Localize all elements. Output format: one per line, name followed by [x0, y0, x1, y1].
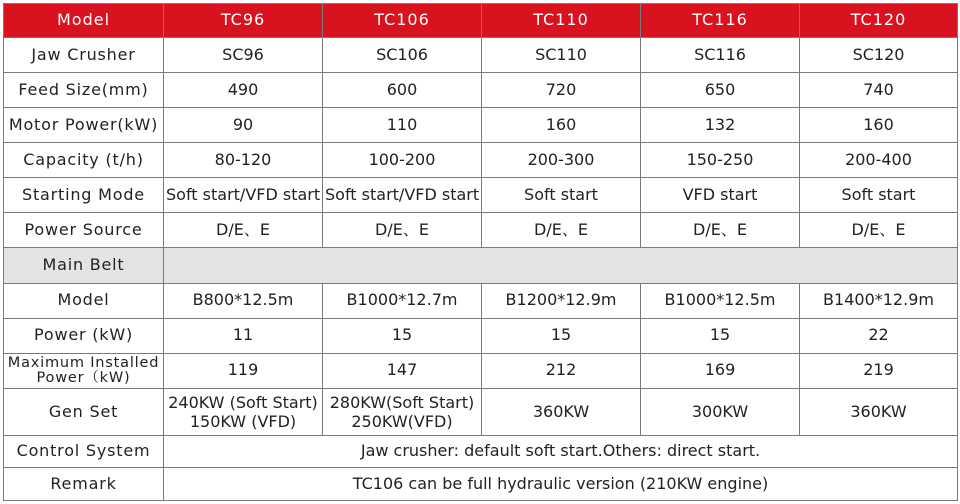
header-model-tc96: TC96: [164, 4, 323, 38]
table-cell: 740: [800, 73, 958, 108]
table-cell: Soft start/VFD start: [164, 178, 323, 213]
table-cell: 147: [323, 353, 482, 388]
table-cell: 200-300: [482, 143, 641, 178]
row-capacity: [4, 143, 958, 178]
table-cell: D/E、E: [641, 213, 800, 248]
row-label: Gen Set: [4, 388, 164, 435]
table-cell: VFD start: [641, 178, 800, 213]
row-label: Motor Power(kW): [4, 108, 164, 143]
table-cell: 160: [482, 108, 641, 143]
table-cell: 132: [641, 108, 800, 143]
table-cell: D/E、E: [323, 213, 482, 248]
table-cell: B800*12.5m: [164, 283, 323, 318]
spec-table: [3, 3, 958, 501]
cell-line-2: 250KW(VFD): [351, 411, 453, 431]
table-cell: B1000*12.7m: [323, 283, 482, 318]
table-cell: SC116: [641, 38, 800, 73]
row-gen-set: [4, 388, 958, 435]
table-cell: Soft start: [482, 178, 641, 213]
table-cell: SC106: [323, 38, 482, 73]
cell-line-1: 280KW(Soft Start): [329, 392, 475, 412]
row-control-system: [4, 435, 958, 467]
table-cell: 650: [641, 73, 800, 108]
section-main-belt: [4, 248, 958, 283]
row-label: Capacity (t/h): [4, 143, 164, 178]
table-cell: 160: [800, 108, 958, 143]
table-cell: SC96: [164, 38, 323, 73]
table-cell: 360KW: [482, 388, 641, 435]
table-cell-merged: Jaw crusher: default soft start.Others: direct start.: [164, 435, 958, 467]
header-model-tc120: TC120: [800, 4, 958, 38]
table-cell: D/E、E: [800, 213, 958, 248]
table-cell: 360KW: [800, 388, 958, 435]
table-cell: 600: [323, 73, 482, 108]
row-jaw-crusher: [4, 38, 958, 73]
row-max-installed-power: [4, 353, 958, 388]
row-label: [4, 353, 164, 388]
table-cell: 110: [323, 108, 482, 143]
row-label: Control System: [4, 435, 164, 467]
table-cell: B1200*12.9m: [482, 283, 641, 318]
table-cell: B1400*12.9m: [800, 283, 958, 318]
row-label: Power Source: [4, 213, 164, 248]
table-cell: D/E、E: [164, 213, 323, 248]
section-spacer: [164, 248, 958, 283]
table-cell-merged: TC106 can be full hydraulic version (210KW engine): [164, 467, 958, 500]
table-cell: 22: [800, 318, 958, 353]
table-cell: [164, 388, 323, 435]
table-cell: 219: [800, 353, 958, 388]
table-cell: 11: [164, 318, 323, 353]
table-cell: [323, 388, 482, 435]
cell-line-1: 240KW (Soft Start): [168, 392, 318, 412]
header-model-tc110: TC110: [482, 4, 641, 38]
row-belt-power: [4, 318, 958, 353]
header-model-tc116: TC116: [641, 4, 800, 38]
row-starting-mode: [4, 178, 958, 213]
table-cell: 119: [164, 353, 323, 388]
cell-line-2: 150KW (VFD): [189, 411, 297, 431]
table-cell: 15: [482, 318, 641, 353]
row-label: Jaw Crusher: [4, 38, 164, 73]
table-cell: 490: [164, 73, 323, 108]
header-row: [4, 4, 958, 38]
table-cell: 15: [323, 318, 482, 353]
section-title: Main Belt: [4, 248, 164, 283]
table-cell: 300KW: [641, 388, 800, 435]
table-cell: SC120: [800, 38, 958, 73]
table-cell: SC110: [482, 38, 641, 73]
table-cell: D/E、E: [482, 213, 641, 248]
table-cell: 15: [641, 318, 800, 353]
row-motor-power: [4, 108, 958, 143]
table-cell: Soft start: [800, 178, 958, 213]
row-label: Remark: [4, 467, 164, 500]
row-remark: [4, 467, 958, 500]
table-cell: 150-250: [641, 143, 800, 178]
table-cell: 169: [641, 353, 800, 388]
table-cell: Soft start/VFD start: [323, 178, 482, 213]
table-cell: 90: [164, 108, 323, 143]
row-belt-model: [4, 283, 958, 318]
header-model-tc106: TC106: [323, 4, 482, 38]
row-label-line-2: Power（kW): [36, 369, 131, 386]
row-label-line-1: Maximum Installed: [7, 355, 160, 372]
table-cell: 80-120: [164, 143, 323, 178]
row-label: Feed Size(mm): [4, 73, 164, 108]
row-power-source: [4, 213, 958, 248]
table-cell: 100-200: [323, 143, 482, 178]
table-cell: 212: [482, 353, 641, 388]
table-cell: 200-400: [800, 143, 958, 178]
header-model-label: Model: [4, 4, 164, 38]
table-cell: B1000*12.5m: [641, 283, 800, 318]
row-feed-size: [4, 73, 958, 108]
row-label: Starting Mode: [4, 178, 164, 213]
row-label: Power (kW): [4, 318, 164, 353]
row-label: Model: [4, 283, 164, 318]
table-cell: 720: [482, 73, 641, 108]
